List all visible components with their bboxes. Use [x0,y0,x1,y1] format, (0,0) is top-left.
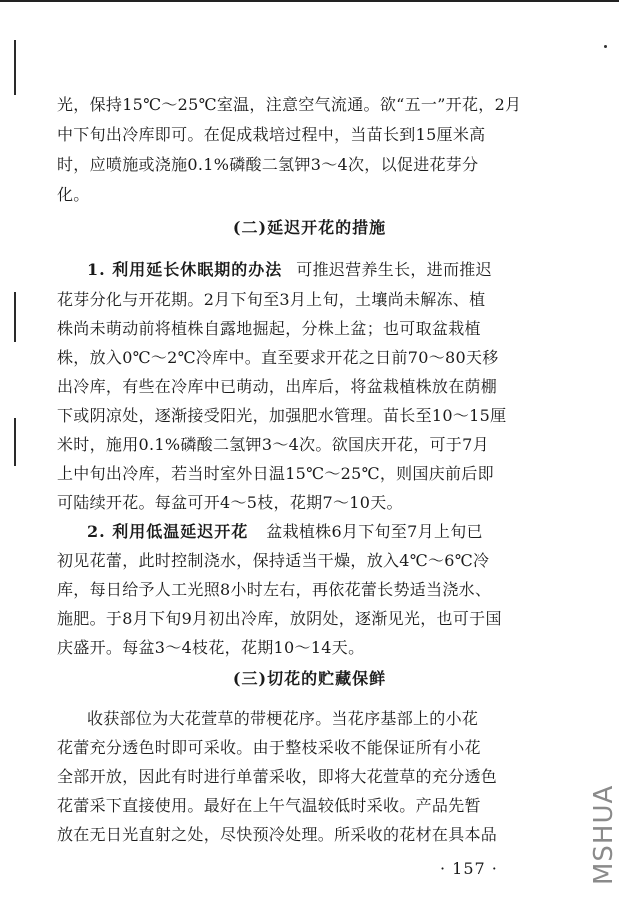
text-line [87,519,527,545]
text-line: 施肥。于8月下旬9月初出冷库，放阴处，逐渐见光，也可于国 [57,609,502,628]
scan-edge-top [0,0,619,2]
text-line: 可陆续开花。每盆可开4～5枝，花期7～10天。 [57,493,403,512]
text-line: 全部开放，因此有时进行单蕾采收，即将大花萱草的充分透色 [57,767,498,786]
scan-edge-mark [14,292,16,342]
section-heading: (三)切花的贮藏保鲜 [232,669,387,688]
text-line: 时，应喷施或浇施0.1%磷酸二氢钾3～4次，以促进花芽分 [57,155,479,174]
page-number: · 157 · [440,859,498,878]
text-line: 花芽分化与开花期。2月下旬至3月上旬，土壤尚未解冻、植 [57,290,486,309]
item-title: 2. 利用低温延迟开花 [87,522,249,541]
text-line: 库，每日给予人工光照8小时左右，再依花蕾长势适当浇水、 [57,580,492,599]
item-title: 1. 利用延长休眠期的办法 [87,260,283,279]
item-text: 盆栽植株6月下旬至7月上旬已 [266,522,483,541]
text-line: 株，放入0℃～2℃冷库中。直至要求开花之日前70～80天移 [57,348,499,367]
text-line: 初见花蕾，此时控制浇水，保持适当干燥，放入4℃～6℃冷 [57,551,490,570]
watermark: MSHUA [589,784,619,885]
text-line: 庆盛开。每盆3～4枝花，花期10～14天。 [57,638,365,657]
scan-edge-mark [14,40,16,95]
text-line: 上中旬出冷库，若当时室外日温15℃～25℃，则国庆前后即 [57,464,494,483]
text-line: 化。 [57,185,90,204]
text-line: 花蕾充分透色时即可采收。由于整枝采收不能保证所有小花 [57,738,481,757]
scan-edge-mark [14,418,16,466]
text-line [87,257,527,283]
text-line: 米时，施用0.1%磷酸二氢钾3～4次。欲国庆开花，可于7月 [57,435,489,454]
text-line: 下或阴凉处，逐渐接受阳光，加强肥水管理。苗长至10～15厘 [57,406,507,425]
section-heading: (二)延迟开花的措施 [232,218,387,237]
text-line: 花蕾采下直接使用。最好在上午气温较低时采收。产品先暂 [57,796,481,815]
scan-speck [604,45,607,48]
text-line: 放在无日光直射之处，尽快预冷处理。所采收的花材在具本品 [57,825,498,844]
text-line: 光，保持15℃～25℃室温，注意空气流通。欲“五一”开花，2月 [57,95,522,114]
text-line: 收获部位为大花萱草的带梗花序。当花序基部上的小花 [87,709,479,728]
text-line: 株尚未萌动前将植株自露地掘起，分株上盆；也可取盆栽植 [57,319,481,338]
item-text: 可推迟营养生长，进而推迟 [296,260,492,279]
text-line: 出冷库，有些在冷库中已萌动，出库后，将盆栽植株放在荫棚 [57,377,498,396]
text-line: 中下旬出冷库即可。在促成栽培过程中，当苗长到15厘米高 [57,125,486,144]
